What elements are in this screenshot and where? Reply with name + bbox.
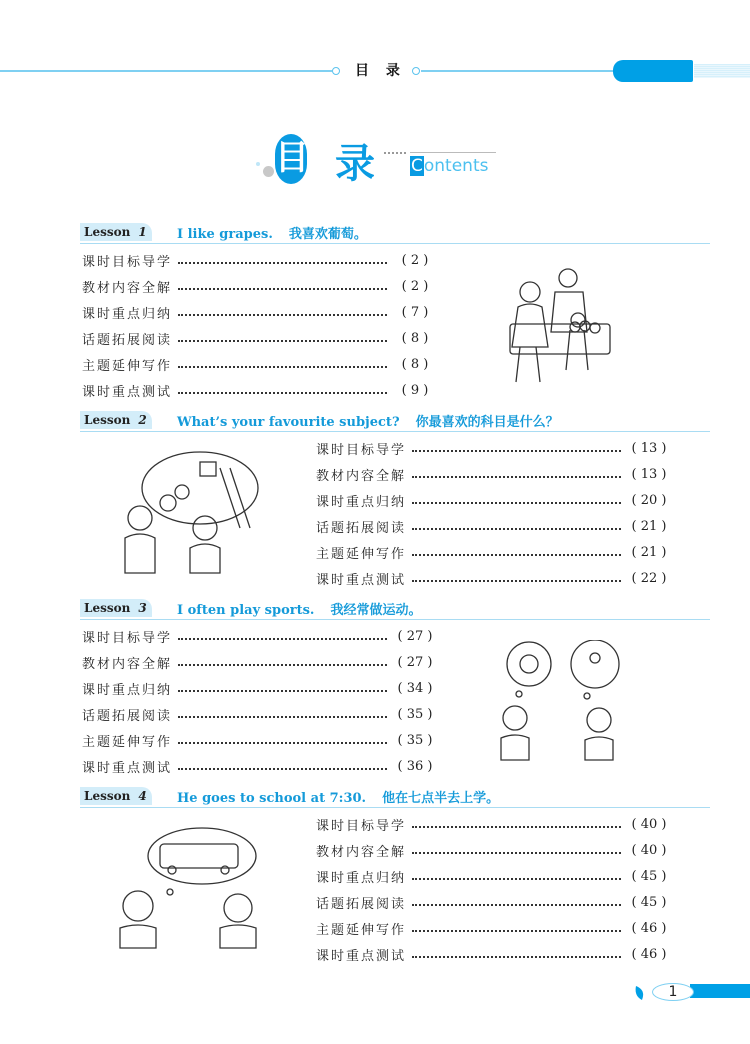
toc-entry-label: 教材内容全解 bbox=[316, 468, 407, 484]
leader-dots bbox=[178, 682, 387, 692]
toc-entry[interactable] bbox=[316, 918, 671, 938]
header-tab bbox=[613, 60, 693, 82]
lesson-tag bbox=[80, 599, 152, 617]
lesson-title-en: He goes to school at 7:30. bbox=[177, 791, 367, 806]
page-number: 1 bbox=[652, 983, 694, 1001]
header-rule-left bbox=[0, 70, 332, 72]
title-char-lu: 录 bbox=[335, 141, 375, 187]
toc-entry-label: 话题拓展阅读 bbox=[82, 708, 173, 724]
leader-dots bbox=[178, 306, 387, 316]
toc-entry-page: ( 8 ) bbox=[401, 356, 429, 372]
lesson-header bbox=[80, 599, 710, 620]
toc-entry-page: ( 2 ) bbox=[401, 252, 429, 268]
decor-dot bbox=[256, 162, 260, 166]
toc-entry[interactable] bbox=[316, 490, 671, 510]
lesson-header bbox=[80, 411, 710, 432]
toc-entry[interactable] bbox=[316, 542, 671, 562]
lesson-title bbox=[177, 599, 421, 618]
toc-entry-label: 课时重点归纳 bbox=[82, 306, 173, 322]
toc-entry-page: ( 46 ) bbox=[631, 920, 667, 936]
toc-entry[interactable] bbox=[316, 892, 671, 912]
toc-entry-page: ( 21 ) bbox=[631, 544, 667, 560]
toc-entry-label: 话题拓展阅读 bbox=[82, 332, 173, 348]
toc-entry[interactable] bbox=[316, 944, 671, 964]
toc-entry-label: 课时目标导学 bbox=[316, 818, 407, 834]
toc-entry-label: 话题拓展阅读 bbox=[316, 520, 407, 536]
toc-entry-page: ( 2 ) bbox=[401, 278, 429, 294]
toc-entry[interactable] bbox=[82, 328, 437, 348]
lesson-title bbox=[177, 787, 499, 806]
leader-dots bbox=[412, 896, 621, 906]
leader-dots bbox=[412, 494, 621, 504]
toc-entry-page: ( 46 ) bbox=[631, 946, 667, 962]
leader-dots bbox=[412, 844, 621, 854]
lesson-title-en: I often play sports. bbox=[177, 603, 315, 618]
leader-dots bbox=[178, 630, 387, 640]
toc-entry[interactable] bbox=[316, 568, 671, 588]
toc-entry[interactable] bbox=[82, 276, 437, 296]
toc-entry[interactable] bbox=[82, 730, 437, 750]
illustration-sports-thoughts bbox=[497, 640, 627, 762]
toc-entry[interactable] bbox=[82, 354, 437, 374]
lesson-label: Lesson bbox=[84, 225, 131, 239]
toc-entry[interactable] bbox=[82, 626, 437, 646]
lesson-number: 2 bbox=[138, 413, 147, 427]
toc-entry-page: ( 27 ) bbox=[397, 654, 433, 670]
lesson-title-cn: 我喜欢葡萄。 bbox=[288, 227, 367, 242]
lesson-label: Lesson bbox=[84, 789, 131, 803]
toc-entry-label: 课时目标导学 bbox=[82, 254, 173, 270]
lesson-tag bbox=[80, 223, 152, 241]
toc-entry-label: 课时重点归纳 bbox=[82, 682, 173, 698]
toc-entry[interactable] bbox=[82, 704, 437, 724]
toc-entry-label: 课时重点测试 bbox=[82, 384, 173, 400]
toc-entry-label: 课时重点测试 bbox=[316, 948, 407, 964]
toc-entry-page: ( 7 ) bbox=[401, 304, 429, 320]
header-rule-node bbox=[332, 67, 340, 75]
leader-dots bbox=[412, 818, 621, 828]
toc-entry-page: ( 27 ) bbox=[397, 628, 433, 644]
toc-entry[interactable] bbox=[82, 756, 437, 776]
toc-entry-page: ( 9 ) bbox=[401, 382, 429, 398]
decor-dot bbox=[263, 166, 274, 177]
lesson-number: 1 bbox=[138, 225, 147, 239]
footer-bar bbox=[690, 984, 750, 998]
contents-initial: C bbox=[411, 156, 423, 176]
header-rule-right bbox=[421, 70, 620, 72]
title-char-mu: 目 bbox=[275, 134, 307, 184]
toc-entry-page: ( 45 ) bbox=[631, 894, 667, 910]
leader-dots bbox=[178, 734, 387, 744]
toc-entry[interactable] bbox=[316, 866, 671, 886]
leader-dots bbox=[412, 468, 621, 478]
lesson-number: 3 bbox=[138, 601, 147, 615]
toc-entry-label: 教材内容全解 bbox=[82, 656, 173, 672]
toc-entry-page: ( 8 ) bbox=[401, 330, 429, 346]
toc-entry[interactable] bbox=[82, 380, 437, 400]
leader-dots bbox=[412, 922, 621, 932]
toc-entry-page: ( 20 ) bbox=[631, 492, 667, 508]
toc-entry-page: ( 40 ) bbox=[631, 816, 667, 832]
toc-entry-label: 主题延伸写作 bbox=[316, 922, 407, 938]
header-stripes bbox=[694, 64, 750, 78]
toc-entry[interactable] bbox=[316, 814, 671, 834]
header-rule-node bbox=[412, 67, 420, 75]
toc-entry-page: ( 13 ) bbox=[631, 466, 667, 482]
lesson-title-cn: 我经常做运动。 bbox=[330, 603, 422, 618]
toc-entry-page: ( 34 ) bbox=[397, 680, 433, 696]
toc-entry[interactable] bbox=[82, 678, 437, 698]
leader-dots bbox=[412, 442, 621, 452]
toc-entry-label: 话题拓展阅读 bbox=[316, 896, 407, 912]
toc-entry[interactable] bbox=[82, 250, 437, 270]
toc-entry[interactable] bbox=[316, 516, 671, 536]
leader-dots bbox=[178, 656, 387, 666]
contents-rest: ontents bbox=[423, 156, 489, 176]
leader-dots bbox=[178, 708, 387, 718]
toc-entry-label: 主题延伸写作 bbox=[82, 734, 173, 750]
toc-entry-label: 教材内容全解 bbox=[316, 844, 407, 860]
leader-dots bbox=[412, 546, 621, 556]
toc-entry-page: ( 40 ) bbox=[631, 842, 667, 858]
lesson-tag bbox=[80, 787, 152, 805]
toc-entry-page: ( 36 ) bbox=[397, 758, 433, 774]
title-rule bbox=[410, 152, 496, 153]
toc-entry-label: 课时重点测试 bbox=[82, 760, 173, 776]
toc-entry[interactable] bbox=[316, 438, 671, 458]
lesson-label: Lesson bbox=[84, 601, 131, 615]
toc-entry-label: 课时重点归纳 bbox=[316, 494, 407, 510]
leader-dots bbox=[178, 280, 387, 290]
illustration-school-basketball bbox=[120, 448, 260, 576]
toc-entry-page: ( 35 ) bbox=[397, 706, 433, 722]
toc-entry[interactable] bbox=[82, 652, 437, 672]
toc-entry-page: ( 35 ) bbox=[397, 732, 433, 748]
leader-dots bbox=[178, 760, 387, 770]
lesson-header bbox=[80, 223, 710, 244]
leader-dots bbox=[412, 572, 621, 582]
lesson-title-en: I like grapes. bbox=[177, 227, 273, 242]
title-contents bbox=[410, 156, 488, 176]
toc-entry[interactable] bbox=[316, 840, 671, 860]
toc-entry-label: 课时目标导学 bbox=[316, 442, 407, 458]
title-dots bbox=[384, 152, 406, 154]
leader-dots bbox=[412, 520, 621, 530]
illustration-family-grapes bbox=[500, 262, 615, 387]
leaf-icon bbox=[632, 982, 652, 1002]
toc-entry-label: 课时重点归纳 bbox=[316, 870, 407, 886]
lesson-number: 4 bbox=[138, 789, 147, 803]
toc-entry-label: 主题延伸写作 bbox=[316, 546, 407, 562]
toc-entry-page: ( 13 ) bbox=[631, 440, 667, 456]
lesson-tag bbox=[80, 411, 152, 429]
lesson-title bbox=[177, 411, 559, 430]
toc-entry[interactable] bbox=[82, 302, 437, 322]
toc-entry[interactable] bbox=[316, 464, 671, 484]
leader-dots bbox=[178, 332, 387, 342]
lesson-title-cn: 他在七点半去上学。 bbox=[382, 791, 500, 806]
toc-entry-label: 教材内容全解 bbox=[82, 280, 173, 296]
leader-dots bbox=[178, 384, 387, 394]
leader-dots bbox=[412, 870, 621, 880]
leader-dots bbox=[178, 254, 387, 264]
toc-entry-page: ( 22 ) bbox=[631, 570, 667, 586]
leader-dots bbox=[178, 358, 387, 368]
toc-entry-page: ( 45 ) bbox=[631, 868, 667, 884]
toc-entry-label: 主题延伸写作 bbox=[82, 358, 173, 374]
lesson-title bbox=[177, 223, 367, 242]
lesson-title-en: What’s your favourite subject? bbox=[177, 415, 400, 430]
lesson-header bbox=[80, 787, 710, 808]
toc-entry-page: ( 21 ) bbox=[631, 518, 667, 534]
running-title: 目 录 bbox=[355, 63, 400, 79]
toc-entry-label: 课时目标导学 bbox=[82, 630, 173, 646]
illustration-school-bus bbox=[110, 826, 260, 950]
lesson-label: Lesson bbox=[84, 413, 131, 427]
toc-entry-label: 课时重点测试 bbox=[316, 572, 407, 588]
leader-dots bbox=[412, 948, 621, 958]
lesson-title-cn: 你最喜欢的科目是什么？ bbox=[415, 415, 559, 430]
